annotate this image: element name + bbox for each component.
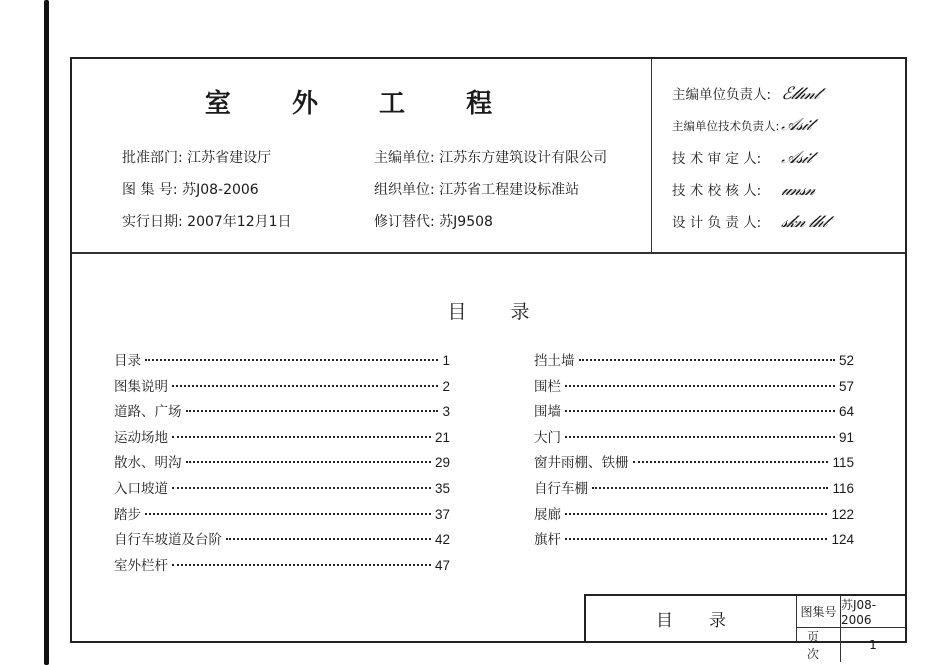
toc-entry[interactable]: 挡土墙 52 — [534, 353, 854, 369]
toc-entry[interactable]: 入口坡道 35 — [114, 480, 450, 497]
meta-organizer-unit: 组织单位: 江苏省工程建设标准站 — [374, 182, 580, 198]
toc-entry[interactable]: 踏步 37 — [114, 506, 450, 523]
dot-leader — [172, 436, 431, 438]
toc-entry[interactable]: 散水、明沟 29 — [114, 455, 450, 472]
meta-atlas-number: 图 集 号: 苏J08-2006 — [122, 182, 259, 198]
toc-entry[interactable]: 窗井雨棚、铁栅 115 — [534, 455, 854, 472]
toc-entry[interactable]: 目录 1 — [114, 353, 450, 369]
title-block-name: 目录 — [586, 596, 797, 641]
atlas-number-label: 图集号 — [797, 596, 841, 628]
toc-entry[interactable]: 围栏 57 — [534, 378, 854, 395]
meta-approval: 批准部门: 江苏省建设厅 — [122, 150, 272, 166]
dot-leader — [172, 564, 431, 566]
dot-leader — [565, 538, 827, 540]
atlas-number-value: 苏J08-2006 — [841, 596, 905, 628]
handwritten-signature: 𝓈𝓀𝓃 𝓁𝒽𝓉 — [780, 212, 830, 232]
dot-leader — [633, 461, 829, 463]
toc-entry[interactable]: 围墙 64 — [534, 404, 854, 421]
drawing-frame — [70, 57, 907, 661]
toc-entry[interactable]: 运动场地 21 — [114, 429, 450, 446]
toc-entry[interactable]: 自行车坡道及台阶 42 — [114, 532, 450, 549]
dot-leader — [565, 385, 835, 387]
dot-leader — [145, 359, 438, 361]
handwritten-signature: 𝒜𝓈𝒾𝓉 — [779, 115, 814, 135]
toc-entry[interactable]: 自行车棚 116 — [534, 480, 854, 497]
title-block-grid — [797, 596, 905, 661]
header-info — [72, 59, 651, 252]
page-label: 页次 — [797, 628, 841, 662]
handwritten-signature: 𝒜𝓈𝒾𝓉 — [780, 148, 815, 168]
dot-leader — [592, 487, 828, 489]
dot-leader — [145, 513, 431, 515]
handwritten-signature: ℰ𝓁𝒽𝓃𝓉 — [780, 84, 822, 104]
toc-entry[interactable]: 旗杆 124 — [534, 532, 854, 549]
dot-leader — [172, 487, 431, 489]
dot-leader — [186, 410, 439, 412]
dot-leader — [579, 359, 835, 361]
dot-leader — [565, 410, 835, 412]
signature-row: 技 术 校 核 人: 𝓊𝓃𝓈𝓃 — [672, 180, 818, 200]
binding-edge — [44, 0, 49, 665]
toc-entry[interactable]: 大门 91 — [534, 429, 854, 446]
toc-entry[interactable]: 室外栏杆 47 — [114, 557, 450, 574]
dot-leader — [226, 538, 431, 540]
document-title: 室 外 工 程 — [204, 89, 519, 119]
handwritten-signature: 𝓊𝓃𝓈𝓃 — [780, 180, 818, 200]
signature-row: 主编单位负责人: ℰ𝓁𝒽𝓃𝓉 — [672, 84, 822, 104]
toc-left-column — [114, 349, 450, 579]
toc-entry[interactable]: 展廊 122 — [534, 506, 854, 523]
meta-effective-date: 实行日期: 2007年12月1日 — [122, 214, 292, 230]
title-block — [584, 594, 907, 661]
dot-leader — [172, 385, 438, 387]
toc-heading: 目录 — [447, 301, 574, 323]
meta-supersedes: 修订替代: 苏J9508 — [374, 214, 493, 230]
signature-row: 主编单位技术负责人: 𝒜𝓈𝒾𝓉 — [672, 115, 814, 135]
signature-row: 设 计 负 责 人: 𝓈𝓀𝓃 𝓁𝒽𝓉 — [672, 212, 830, 232]
signature-panel — [651, 59, 905, 252]
dot-leader — [565, 436, 835, 438]
toc-right-column — [534, 349, 854, 554]
page-number-value: 1 — [869, 638, 877, 652]
dot-leader — [565, 513, 827, 515]
meta-chief-editor-unit: 主编单位: 江苏东方建筑设计有限公司 — [374, 150, 608, 166]
dot-leader — [186, 461, 431, 463]
toc-entry[interactable]: 图集说明 2 — [114, 378, 450, 395]
toc-entry[interactable]: 道路、广场 3 — [114, 404, 450, 421]
signature-row: 技 术 审 定 人: 𝒜𝓈𝒾𝓉 — [672, 148, 815, 168]
header-block — [72, 59, 905, 254]
